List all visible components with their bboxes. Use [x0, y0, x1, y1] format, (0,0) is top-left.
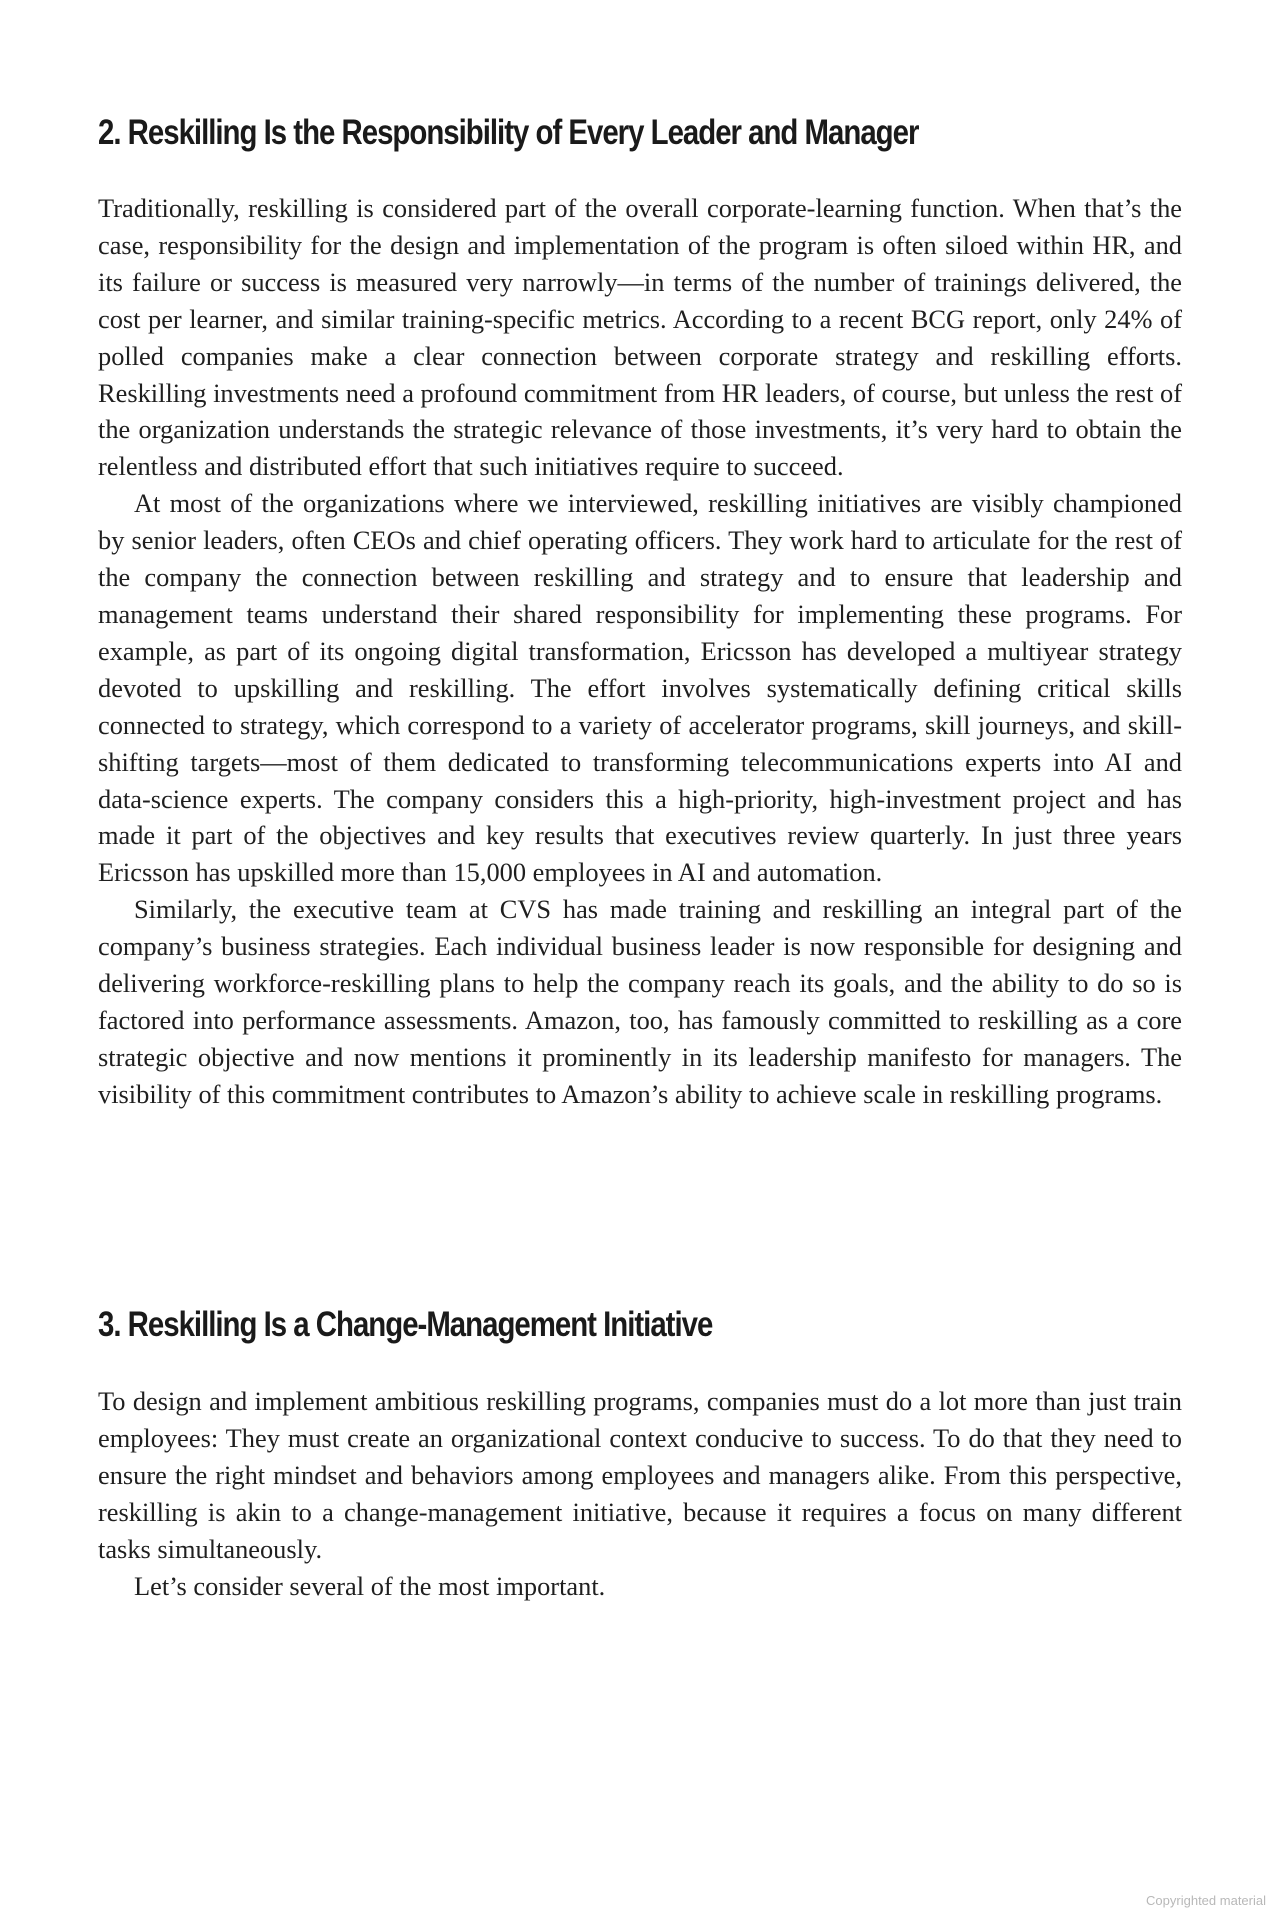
section-heading: 2. Reskilling Is the Responsibility of Every Leader and Manager	[98, 113, 919, 152]
paragraph: Let’s consider several of the most important.	[134, 1570, 606, 1601]
paragraph: To design and implement ambitious reskilling programs, companies must do a lot more than just train employees: They must create an organizational context conducive to success. To do that they need to ensure the right mindset and behaviors among employees and managers alike. From this perspective, reskilling is akin to a change-management initiative, because it requires a focus on many different tasks simultaneously.	[98, 1386, 1182, 1564]
section-body	[98, 1383, 1182, 1604]
section-heading: 3. Reskilling Is a Change-Management Initiative	[98, 1305, 713, 1344]
paragraph: Traditionally, reskilling is considered part of the overall corporate-learning function. When that’s the case, responsibility for the design and implementation of the program is often siloed within HR, and its failure or success is measured very narrowly—in terms of the number of trainings delivered, the cost per learner, and similar training-specific metrics. According to a recent BCG report, only 24% of polled companies make a clear connection between corporate strategy and reskilling efforts. Reskilling investments need a profound commitment from HR leaders, of course, but unless the rest of the organization understands the strategic relevance of those investments, it’s very hard to obtain the relentless and distributed effort that such initiatives require to succeed.	[98, 193, 1182, 482]
section-body	[98, 190, 1182, 1113]
paragraph: At most of the organizations where we interviewed, reskilling initiatives are visibly championed by senior leaders, often CEOs and chief operating officers. They work hard to articulate for the rest of the company the connection between reskilling and strategy and to ensure that leadership and management teams understand their shared responsibility for implementing these programs. For example, as part of its ongoing digital transformation, Ericsson has developed a multiyear strategy devoted to upskilling and reskilling. The effort involves systematically defining critical skills connected to strategy, which correspond to a variety of accelerator programs, skill journeys, and skill-shifting targets—most of them dedicated to transforming telecommunications experts into AI and data-science experts. The company considers this a high-priority, high-investment project and has made it part of the objectives and key results that executives review quarterly. In just three years Ericsson has upskilled more than 15,000 employees in AI and automation.	[98, 488, 1182, 888]
copyright-watermark: Copyrighted material	[1146, 1893, 1266, 1908]
paragraph: Similarly, the executive team at CVS has made training and reskilling an integral part of the company’s business strategies. Each individual business leader is now responsible for designing and delivering workforce-reskilling plans to help the company reach its goals, and the ability to do so is factored into performance assessments. Amazon, too, has famously committed to reskilling as a core strategic objective and now mentions it prominently in its leadership manifesto for managers. The visibility of this commitment contributes to Amazon’s ability to achieve scale in reskilling programs.	[98, 894, 1182, 1109]
